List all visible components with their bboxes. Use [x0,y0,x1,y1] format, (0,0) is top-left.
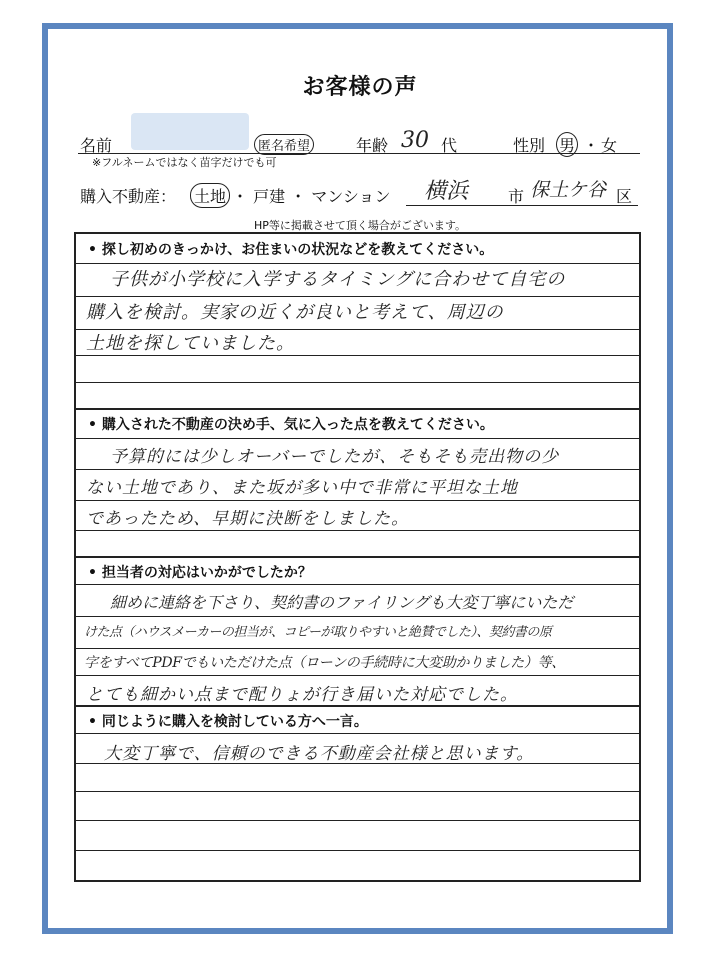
answer-4-line-1: 大変丁寧で、信頼のできる不動産会社様と思います。 [104,744,535,764]
page-title: お客様の声 [302,75,418,100]
gender-female-option: 女 [601,136,618,155]
ruled-line [74,556,641,558]
ruled-line [74,675,641,676]
ruled-line [74,616,641,617]
name-redaction [131,113,249,150]
answer-2-line-1: 予算的には少しオーバーでしたが、そもそも売出物の少 [110,447,560,467]
age-suffix: 代 [441,136,458,155]
age-label: 年齢 [356,136,389,155]
ruled-line [74,584,641,585]
ruled-line [74,530,641,531]
answer-3-line-2: けた点（ハウスメーカーの担当が、コピーが取りやすいと絶賛でした）、契約書の原 [84,625,552,640]
ruled-line [74,820,641,821]
ruled-line [74,791,641,792]
ruled-line [74,382,641,383]
answer-1-line-2: 購入を検討。実家の近くが良いと考えて、周辺の [86,302,504,323]
property-other-options: ・ 戸建 ・ マンション [232,187,391,206]
ward-suffix: 区 [616,187,633,206]
ruled-line [74,469,641,470]
city-value: 横浜 [424,179,469,204]
ruled-line [74,648,641,649]
ruled-line [74,850,641,851]
gender-separator: ・ [583,136,600,155]
anonymous-option: 匿名希望 [254,134,314,155]
property-land-option: 土地 [190,183,230,208]
question-1: • 探し初めのきっかけ、お住まいの状況などを教えてください。 [88,242,494,258]
city-suffix: 市 [508,187,525,206]
answer-3-line-3: 字をすべてPDFでもいただけた点（ローンの手続時に大変助かりました）等、 [84,655,565,671]
answer-2-line-2: ない土地であり、また坂が多い中で非常に平坦な土地 [86,478,518,498]
name-note: ※フルネームではなく苗字だけでも可 [92,156,277,169]
answer-2-line-3: であったため、早期に決断をしました。 [86,509,410,529]
ward-value: 保土ケ谷 [530,179,607,201]
question-2: • 購入された不動産の決め手、気に入った点を教えてください。 [88,417,494,433]
ruled-line [74,355,641,356]
gender-male-option: 男 [556,132,578,157]
name-label: 名前 [80,136,113,155]
ruled-line [74,438,641,439]
property-label: 購入不動産： [80,187,177,206]
hp-notice: HP等に掲載させて頂く場合がございます。 [253,219,467,232]
age-value: 30 [401,128,429,153]
ruled-line [74,263,641,264]
question-4: • 同じように購入を検討している方へ一言。 [88,714,368,730]
ruled-line [74,296,641,297]
gender-label: 性別 [513,136,546,155]
ruled-line [74,733,641,734]
question-3: • 担当者の対応はいかがでしたか？ [88,565,312,581]
answer-3-line-4: とても細かい点まで配りょが行き届いた対応でした。 [86,685,518,705]
ruled-line [74,500,641,501]
answer-1-line-1: 子供が小学校に入学するタイミングに合わせて自宅の [110,269,566,290]
answer-1-line-3: 土地を探していました。 [86,333,295,354]
answer-3-line-1: 細めに連絡を下さり、契約書のファイリングも大変丁寧にいただ [110,593,574,612]
address-underline [406,205,638,206]
ruled-line [74,705,641,707]
ruled-line [74,408,641,410]
